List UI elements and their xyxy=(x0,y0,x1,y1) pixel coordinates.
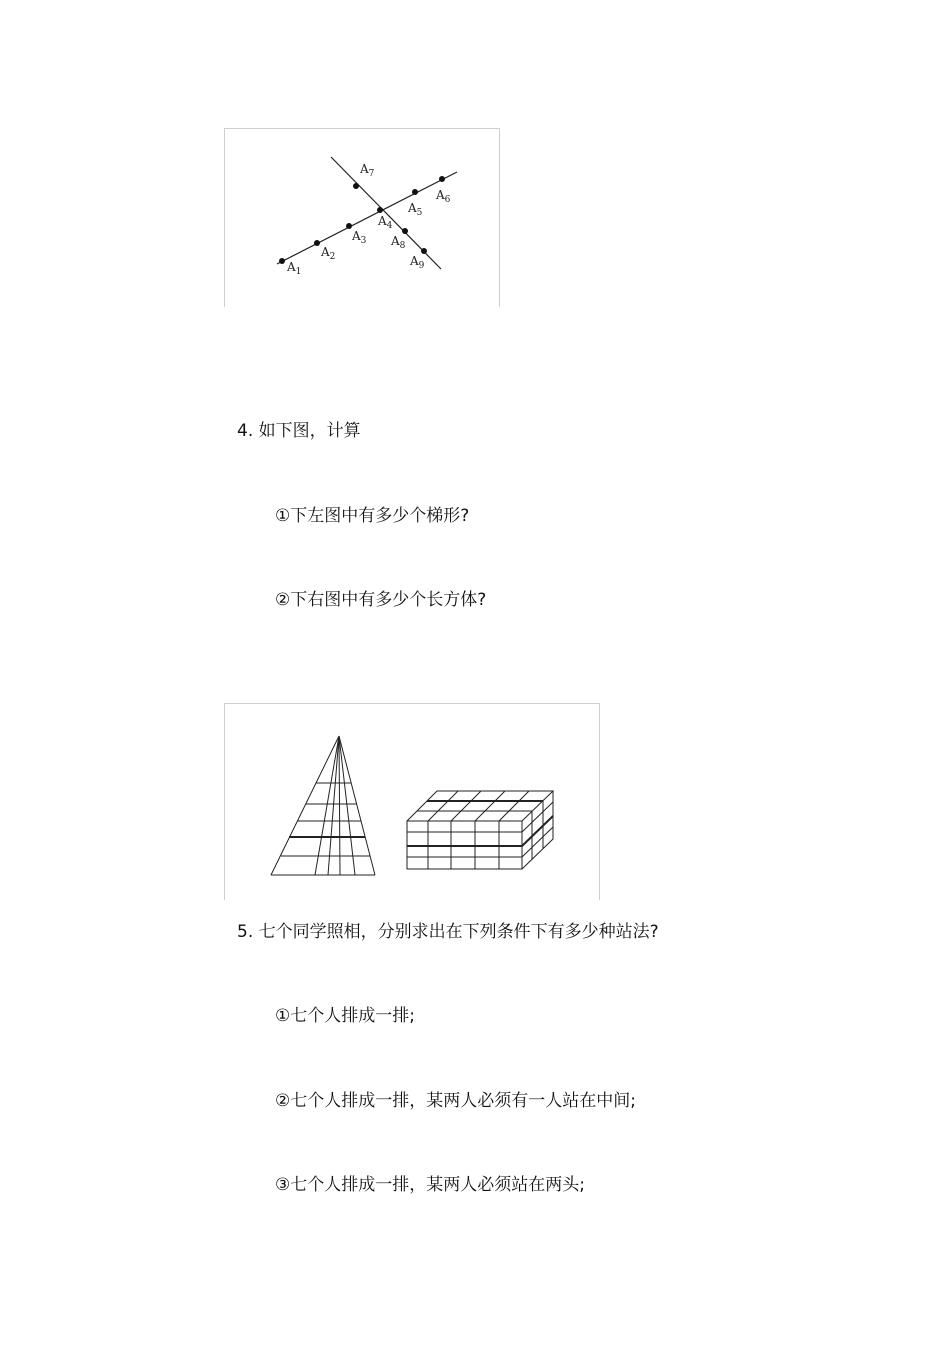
label-a8: $A_8$ xyxy=(391,234,406,251)
question-5-item-3: ③七个人排成一排，某两人必须站在两头; xyxy=(275,1175,585,1195)
label-a9: $A_9$ xyxy=(410,254,425,271)
label-a5: $A_5$ xyxy=(408,201,423,218)
trapezoid-triangle xyxy=(271,736,375,875)
point-a4 xyxy=(377,207,383,213)
label-a1: $A_1$ xyxy=(287,260,302,277)
label-a6: $A_6$ xyxy=(436,188,451,205)
point-a2 xyxy=(314,240,320,246)
label-a3: $A_3$ xyxy=(352,229,367,246)
question-5-title: 5. 七个同学照相，分别求出在下列条件下有多少种站法? xyxy=(237,922,659,942)
point-a7 xyxy=(353,183,359,189)
question-5-item-1: ①七个人排成一排; xyxy=(275,1006,415,1026)
point-a1 xyxy=(279,258,285,264)
question-4-item-1: ①下左图中有多少个梯形? xyxy=(275,506,470,526)
cuboid-grid xyxy=(407,791,553,869)
question-4-item-2: ②下右图中有多少个长方体? xyxy=(275,590,487,610)
question-4-title: 4. 如下图，计算 xyxy=(237,421,361,441)
point-a5 xyxy=(412,189,418,195)
figure-intersecting-lines xyxy=(224,128,500,307)
figure-trapezoids-and-cuboids xyxy=(224,703,600,900)
intersecting-lines-diagram xyxy=(225,129,499,307)
trapezoid-cuboid-diagram xyxy=(225,704,599,900)
point-a8 xyxy=(402,228,408,234)
label-a7: $A_7$ xyxy=(360,162,375,179)
label-a4: $A_4$ xyxy=(378,214,393,231)
question-5-item-2: ②七个人排成一排，某两人必须有一人站在中间; xyxy=(275,1091,636,1111)
label-a2: $A_2$ xyxy=(321,245,336,262)
point-a6 xyxy=(439,176,445,182)
point-a9 xyxy=(421,248,427,254)
line-a1-a6 xyxy=(277,172,457,264)
